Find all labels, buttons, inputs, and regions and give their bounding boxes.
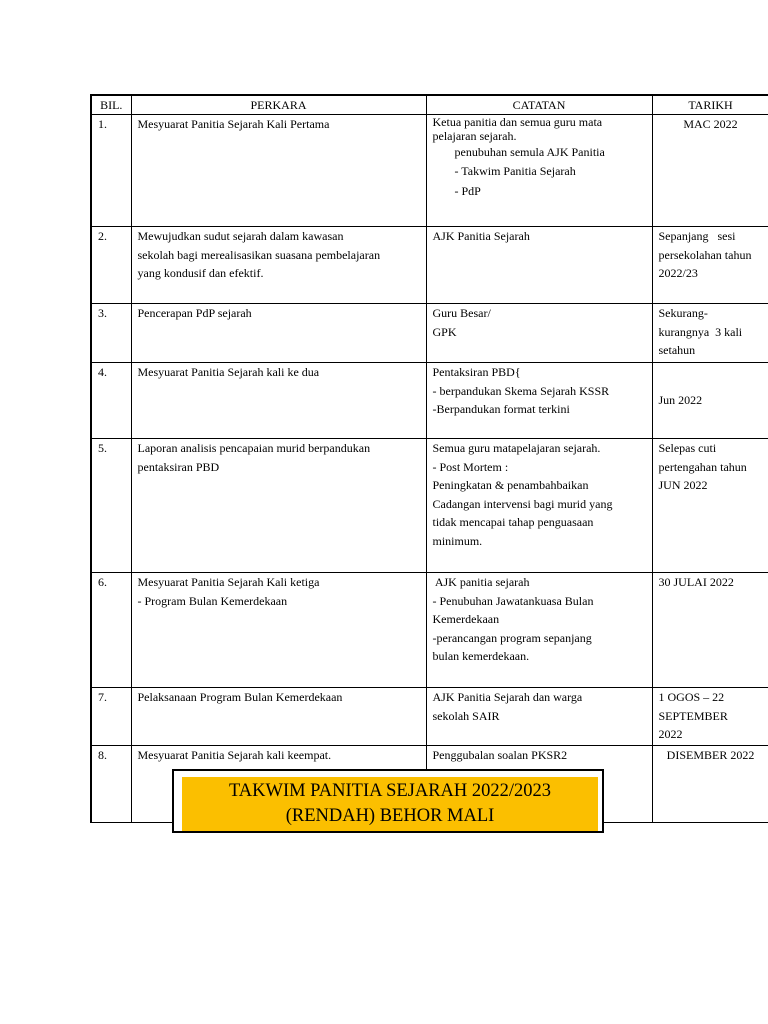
catatan-line: - Post Mortem : [432,459,509,474]
tarikh-line: MAC 2022 [683,117,738,131]
perkara-line: Mesyuarat Panitia Sejarah kali ke dua [137,365,320,379]
banner-title-line1: TAKWIM PANITIA SEJARAH 2022/2023 [228,781,552,801]
tarikh-line: setahun [658,343,696,357]
catatan-line: minimum. [432,533,483,548]
row-bil: 1. [91,115,131,227]
row-tarikh [652,439,768,573]
table-row [91,304,768,363]
header-catatan: CATATAN [426,95,652,115]
table-row [91,439,768,573]
row-bil: 2. [91,227,131,304]
tarikh-line: 2022/23 [658,266,698,280]
perkara-line: - Program Bulan Kemerdekaan [137,593,288,608]
catatan-line: penubuhan semula AJK Panitia [454,145,605,159]
row-perkara [131,688,426,746]
title-banner [172,769,604,833]
banner-title-line2: (RENDAH) BEHOR MALI [285,806,495,826]
perkara-line: Laporan analisis pencapaian murid berpandukan [137,441,371,455]
catatan-line: pelajaran sejarah. [432,129,517,143]
row-tarikh [652,688,768,746]
catatan-line: tidak mencapai tahap penguasaan [432,515,594,529]
catatan-line: -perancangan program sepanjang [432,630,592,645]
row-perkara [131,439,426,573]
perkara-line: Mesyuarat Panitia Sejarah Kali ketiga [137,575,320,589]
catatan-line: - Penubuhan Jawatankuasa Bulan [432,593,594,608]
perkara-line: Mewujudkan sudut sejarah dalam kawasan [137,229,344,243]
tarikh-line: persekolahan tahun [658,247,752,262]
row-catatan [426,363,652,439]
catatan-line: GPK [432,324,457,339]
row-catatan [426,304,652,363]
catatan-line: Kemerdekaan [432,612,500,626]
row-perkara [131,304,426,363]
row-bil: 4. [91,363,131,439]
perkara-line: Mesyuarat Panitia Sejarah Kali Pertama [137,117,330,131]
catatan-line: bulan kemerdekaan. [432,649,530,663]
row-tarikh [652,573,768,688]
tarikh-line: Sepanjang sesi [658,229,736,243]
catatan-line: -Berpandukan format terkini [432,402,570,416]
row-catatan [426,439,652,573]
tarikh-line: 2022 [658,727,683,741]
catatan-line: Peningkatan & penambahbaikan [432,478,589,492]
catatan-line: - PdP [454,184,481,198]
row-bil: 3. [91,304,131,363]
perkara-line: sekolah bagi merealisasikan suasana pembelajaran [137,247,381,262]
perkara-line: yang kondusif dan efektif. [137,266,264,280]
row-catatan [426,573,652,688]
perkara-line: Pelaksanaan Program Bulan Kemerdekaan [137,690,343,704]
catatan-line: - Takwim Panitia Sejarah [454,164,576,178]
header-row [91,95,768,115]
table-row [91,363,768,439]
header-bil: BIL. [91,95,131,115]
header-tarikh: TARIKH [652,95,768,115]
row-perkara [131,115,426,227]
row-tarikh [652,746,768,823]
catatan-line: AJK panitia sejarah [432,575,530,589]
tarikh-line: 30 JULAI 2022 [658,575,734,589]
row-perkara [131,573,426,688]
tarikh-line: Jun 2022 [658,393,703,408]
title-banner-fill [182,777,598,831]
row-catatan [426,227,652,304]
catatan-line: Penggubalan soalan PKSR2 [432,748,568,762]
tarikh-line: DISEMBER 2022 [666,748,755,762]
table-row [91,115,768,227]
catatan-line: - berpandukan Skema Sejarah KSSR [432,383,610,398]
catatan-line: Semua guru matapelajaran sejarah. [432,441,601,455]
tarikh-line: Selepas cuti [658,441,717,455]
catatan-line: Guru Besar/ [432,306,491,320]
catatan-line: AJK Panitia Sejarah [432,229,530,243]
row-catatan [426,115,652,227]
row-tarikh [652,227,768,304]
tarikh-line: pertengahan tahun [658,459,747,474]
row-tarikh [652,363,768,439]
perkara-line: Pencerapan PdP sejarah [137,306,252,320]
row-perkara [131,363,426,439]
table-row [91,573,768,688]
catatan-line: Cadangan intervensi bagi murid yang [432,496,613,511]
table-row [91,688,768,746]
row-tarikh [652,115,768,227]
tarikh-line: Sekurang- [658,306,708,320]
row-catatan [426,688,652,746]
row-bil: 7. [91,688,131,746]
catatan-line: sekolah SAIR [432,708,500,723]
perkara-line: pentaksiran PBD [137,459,220,474]
tarikh-line: 1 OGOS – 22 [658,690,725,704]
catatan-line: Ketua panitia dan semua guru mata [432,115,603,129]
header-perkara: PERKARA [131,95,426,115]
row-bil: 6. [91,573,131,688]
tarikh-line: kurangnya 3 kali [658,324,743,339]
row-bil: 8. [91,746,131,823]
row-perkara [131,227,426,304]
catatan-line: Pentaksiran PBD{ [432,365,521,379]
catatan-line: AJK Panitia Sejarah dan warga [432,690,583,704]
tarikh-line: SEPTEMBER [658,708,728,723]
tarikh-line: JUN 2022 [658,478,708,492]
row-bil: 5. [91,439,131,573]
takwim-table [90,94,768,823]
perkara-line: Mesyuarat Panitia Sejarah kali keempat. [137,748,332,762]
row-tarikh [652,304,768,363]
table-row [91,227,768,304]
